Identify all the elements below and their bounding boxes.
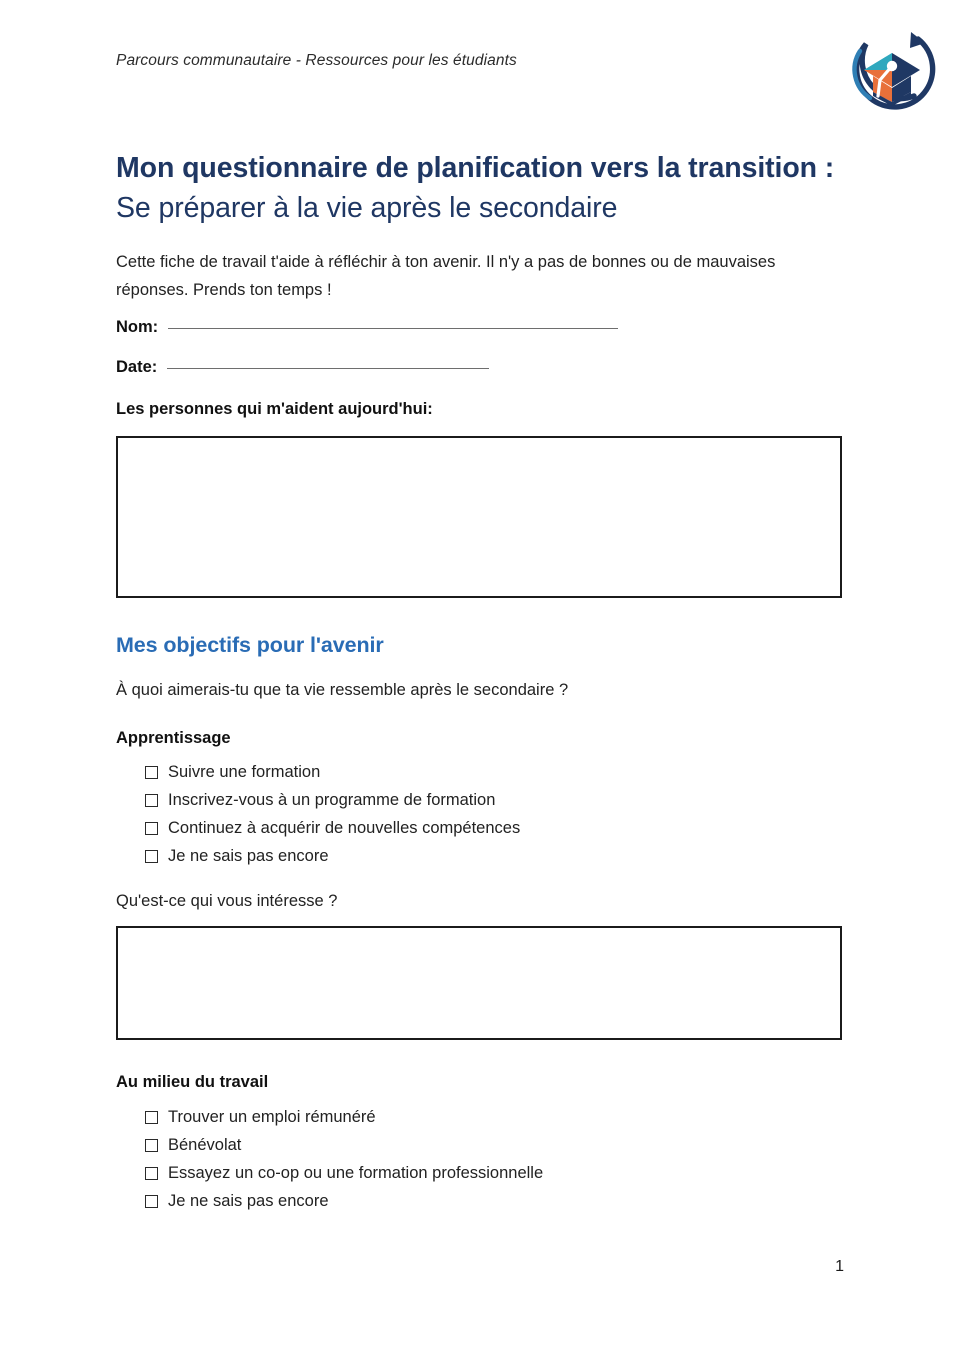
document-header [116,52,844,92]
page-title-regular: Se préparer à la vie après le secondaire [116,192,618,225]
subheading-learning: Apprentissage [116,729,231,747]
checkbox-icon[interactable] [145,1167,158,1180]
list-item[interactable] [145,1135,543,1163]
helpers-label: Les personnes qui m'aident aujourd'hui: [116,400,433,418]
subheading-work: Au milieu du travail [116,1073,269,1091]
checkbox-icon[interactable] [145,1139,158,1152]
checkbox-label: Je ne sais pas encore [168,1192,329,1210]
section-heading-goals: Mes objectifs pour l'avenir [116,633,384,657]
helpers-answer-box[interactable] [116,436,842,598]
name-field-row [116,318,618,337]
title-block [116,148,846,229]
interest-question: Qu'est-ce qui vous intéresse ? [116,892,338,910]
page-title-bold: Mon questionnaire de planification vers la transition : [116,152,835,184]
list-item[interactable] [145,1107,543,1135]
date-field-row [116,358,489,377]
checkbox-label: Essayez un co-op ou une formation professionnelle [168,1164,544,1182]
learning-options-list [145,762,520,874]
list-item[interactable] [145,762,520,790]
interest-answer-box[interactable] [116,926,842,1040]
date-label: Date: [116,358,158,376]
checkbox-icon[interactable] [145,766,158,779]
page-number: 1 [835,1258,844,1275]
checkbox-icon[interactable] [145,850,158,863]
list-item[interactable] [145,1163,543,1191]
intro-paragraph: Cette fiche de travail t'aide à réfléchir à ton avenir. Il n'y a pas de bonnes ou de mauvaises réponses. Prends ton temps ! [116,253,776,300]
date-input-line[interactable] [167,368,489,369]
checkbox-icon[interactable] [145,822,158,835]
list-item[interactable] [145,1191,543,1219]
checkbox-icon[interactable] [145,1111,158,1124]
checkbox-label: Je ne sais pas encore [168,847,329,865]
name-input-line[interactable] [168,328,618,329]
checkbox-label: Trouver un emploi rémunéré [168,1108,376,1126]
checkbox-label: Suivre une formation [168,763,321,781]
checkbox-label: Bénévolat [168,1136,242,1154]
page-title [116,148,846,229]
checkbox-icon[interactable] [145,794,158,807]
list-item[interactable] [145,790,520,818]
running-head-text: Parcours communautaire - Ressources pour les étudiants [116,52,517,69]
graduation-cap-arrow-logo [840,18,944,122]
checkbox-label: Continuez à acquérir de nouvelles compétences [168,819,521,837]
checkbox-icon[interactable] [145,1195,158,1208]
list-item[interactable] [145,846,520,874]
checkbox-label: Inscrivez-vous à un programme de formation [168,791,496,809]
work-options-list [145,1107,543,1219]
name-label: Nom: [116,318,159,336]
list-item[interactable] [145,818,520,846]
goals-question: À quoi aimerais-tu que ta vie ressemble après le secondaire ? [116,681,569,699]
